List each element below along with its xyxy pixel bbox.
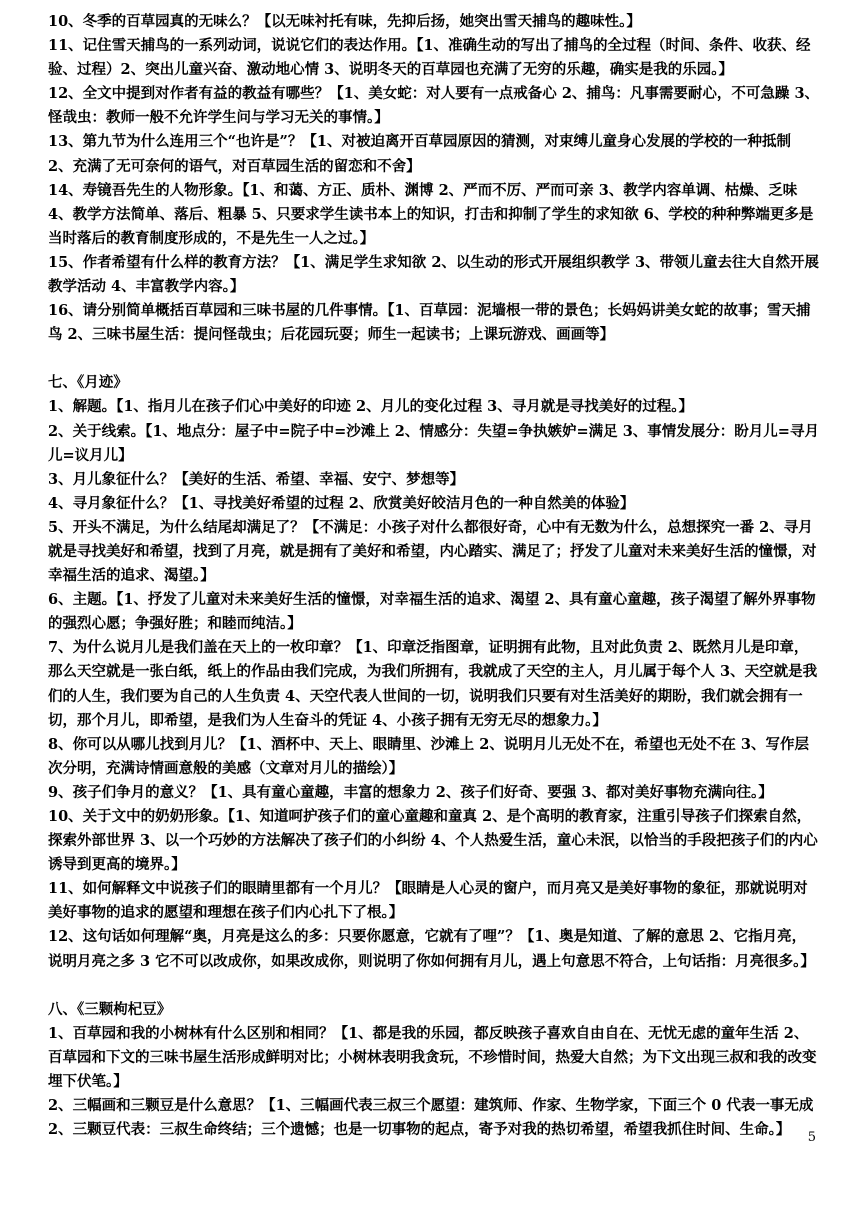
question: 3、月儿象征什么？ [48, 470, 175, 488]
page-content [48, 10, 820, 1142]
answer: 【美好的生活、希望、幸福、安宁、梦想等】 [174, 470, 465, 488]
question: 7、为什么说月儿是我们盖在天上的一枚印章？ [48, 639, 349, 657]
question: 1、百草园和我的小树林有什么区别和相同？ [48, 1024, 334, 1042]
answer: 【1、和蔼、方正、质朴、渊博 2、严而不厉、严而可亲 3、教学内容单调、枯燥、乏味 4、教学方法简单、落后、粗暴 5、只要求学生读书本上的知识，打击和抑制了学生的求知欲 6、学校的种种弊端更多是当时落后的教育制度形成的，不是先生一人之过。】 [48, 181, 814, 247]
qa-item [48, 34, 820, 82]
question: 11、如何解释文中说孩子们的眼睛里都有一个月儿？ [48, 880, 388, 898]
qa-item [48, 251, 820, 299]
answer: 【1、印章泛指图章，证明拥有此物，且对此负责 2、既然月儿是印章，那么天空就是一张白纸，纸上的作品由我们完成，为我们所拥有，我就成了天空的主人，月儿属于每个人 3、天空就是我们的人生，我们要为自己的人生负责 4、天空代表人世间的一切，说明我们只要有对生活美好的期盼，我们就会拥有一切，那个月儿，即希望，是我们为人生奋斗的凭证 4、小孩子拥有无穷无尽的想象力。】 [48, 639, 818, 729]
answer: 【1、酒杯中、天上、眼睛里、沙滩上 2、说明月儿无处不在，希望也无处不在 3、写作层次分明，充满诗情画意般的美感（文章对月儿的描绘）】 [48, 735, 809, 777]
qa-item [48, 10, 820, 34]
qa-item [48, 420, 820, 468]
answer: 【1、具有童心童趣，丰富的想象力 2、孩子们好奇、要强 3、都对美好事物充满向往。】 [203, 783, 773, 801]
answer: 【1、都是我的乐园，都反映孩子喜欢自由自在、无忧无虑的童年生活 2、百草园和下文的三味书屋生活形成鲜明对比；小树林表明我贪玩，不珍惜时间，热爱大自然；为下文出现三叔和我的改变埋下伏笔。】 [48, 1024, 817, 1090]
answer: 【1、三幅画代表三叔三个愿望：建筑师、作家、生物学家，下面三个 0 代表一事无成 2、三颗豆代表：三叔生命终结；三个遗憾；也是一切事物的起点，寄予对我的热切希望，希望我抓住时间、生命。】 [48, 1097, 814, 1139]
question: 1、解题。 [48, 398, 117, 416]
question: 12、全文中提到对作者有益的教益有哪些？ [48, 85, 330, 103]
answer: 【1、地点分：屋子中=院子中=沙滩上 2、情感分：失望=争执嫉妒=满足 3、事情发展分：盼月儿=寻月儿=议月儿】 [48, 422, 819, 464]
question: 16、请分别简单概括百草园和三味书屋的几件事情。 [48, 302, 388, 320]
answer: 【1、百草园：泥墙根一带的景色；长妈妈讲美女蛇的故事；雪天捕鸟 2、三味书屋生活：提问怪哉虫；后花园玩耍；师生一起读书；上课玩游戏、画画等】 [48, 302, 811, 344]
question: 6、主题。 [48, 591, 117, 609]
answer: 【1、满足学生求知欲 2、以生动的形式开展组织教学 3、带领儿童去往大自然开展教学活动 4、丰富教学内容。】 [48, 253, 820, 296]
qa-item [48, 877, 820, 925]
qa-item [48, 925, 820, 973]
question: 13、第九节为什么连用三个“也许是”？ [48, 133, 303, 151]
qa-item [48, 395, 820, 419]
qa-item [48, 1022, 820, 1094]
answer: 【1、对被迫离开百草园原因的猜测，对束缚儿童身心发展的学校的一种抵制 2、充满了无可奈何的语气，对百草园生活的留恋和不舍】 [48, 133, 791, 175]
question: 12、这句话如何理解“奥，月亮是这么的多：只要你愿意，它就有了哩”？ [48, 928, 520, 946]
question: 5、开头不满足，为什么结尾却满足了？ [48, 518, 305, 536]
section-heading: 八、《三颗枸杞豆》 [48, 1000, 172, 1018]
qa-item [48, 781, 820, 805]
question: 10、冬季的百草园真的无味么？ [48, 13, 257, 30]
question: 2、三幅画和三颗豆是什么意思？ [48, 1097, 262, 1115]
question: 8、你可以从哪儿找到月儿？ [48, 735, 233, 753]
answer: 【不满足：小孩子对什么都很好奇，心中有无数为什么，总想探究一番 2、寻月就是寻找美好和希望，找到了月亮，就是拥有了美好和希望，内心踏实、满足了；抒发了儿童对未来美好生活的憧憬，对幸福生活的追求、渴望。】 [48, 518, 817, 585]
answer: 【1、抒发了儿童对未来美好生活的憧憬，对幸福生活的追求、渴望 2、具有童心童趣，孩子渴望了解外界事物的强烈心愿；争强好胜；和睦而纯洁。】 [48, 591, 816, 633]
qa-item [48, 733, 820, 781]
qa-item [48, 130, 820, 178]
question: 11、记住雪天捕鸟的一系列动词，说说它们的表达作用。 [48, 37, 417, 55]
answer: 【眼睛是人心灵的窗户，而月亮又是美好事物的象征，那就说明对美好事物的追求的愿望和理想在孩子们内心扎下了根。】 [48, 880, 808, 922]
section-spacer [48, 974, 820, 998]
question: 4、寻月象征什么？ [48, 494, 175, 512]
page-number: 5 [807, 1130, 816, 1145]
question: 9、孩子们争月的意义？ [48, 783, 204, 801]
answer: 【1、美女蛇：对人要有一点戒备心 2、捕鸟：凡事需要耐心，不可急躁 3、怪哉虫：教师一般不允许学生问与学习无关的事情。】 [48, 85, 820, 127]
qa-item [48, 299, 820, 347]
section7 [48, 371, 820, 973]
answer: 【1、寻找美好希望的过程 2、欣赏美好皎洁月色的一种自然美的体验】 [174, 494, 635, 512]
qa-item [48, 1094, 820, 1142]
answer: 【以无味衬托有味，先抑后扬，她突出雪天捕鸟的趣味性。】 [256, 13, 641, 30]
question: 15、作者希望有什么样的教育方法？ [48, 253, 286, 271]
qa-item [48, 468, 820, 492]
qa-item [48, 805, 820, 877]
answer: 【1、准确生动的写出了捕鸟的全过程（时间、条件、收获、经验、过程）2、突出儿童兴奋、激动地心情 3、说明冬天的百草园也充满了无穷的乐趣，确实是我的乐园。】 [48, 37, 811, 79]
answer: 【1、指月儿在孩子们心中美好的印迹 2、月儿的变化过程 3、寻月就是寻找美好的过程。】 [116, 398, 693, 416]
qa-item [48, 516, 820, 588]
answer: 【1、奥是知道、了解的意思 2、它指月亮，说明月亮之多 3 它不可以改成你，如果改成你，则说明了你如何拥有月儿，遇上句意思不符合，上句话指：月亮很多。】 [48, 928, 815, 970]
question: 14、寿镜吾先生的人物形象。 [48, 181, 243, 199]
qa-item [48, 492, 820, 516]
qa-item [48, 179, 820, 251]
section-spacer [48, 347, 820, 371]
question: 2、关于线索。 [48, 422, 146, 440]
qa-item [48, 588, 820, 636]
question: 10、关于文中的奶奶形象。 [48, 808, 228, 825]
qa-item [48, 636, 820, 732]
section8 [48, 998, 820, 1143]
qa-item [48, 82, 820, 130]
section6-qa-list [48, 10, 820, 347]
section-heading: 七、《月迹》 [48, 374, 128, 392]
answer: 【1、知道呵护孩子们的童心童趣和童真 2、是个高明的教育家，注重引导孩子们探索自然，探索外部世界 3、以一个巧妙的方法解决了孩子们的小纠纷 4、个人热爱生活，童心未泯，以恰当的手段把孩子们的内心诱导到更高的境界。】 [48, 808, 818, 874]
